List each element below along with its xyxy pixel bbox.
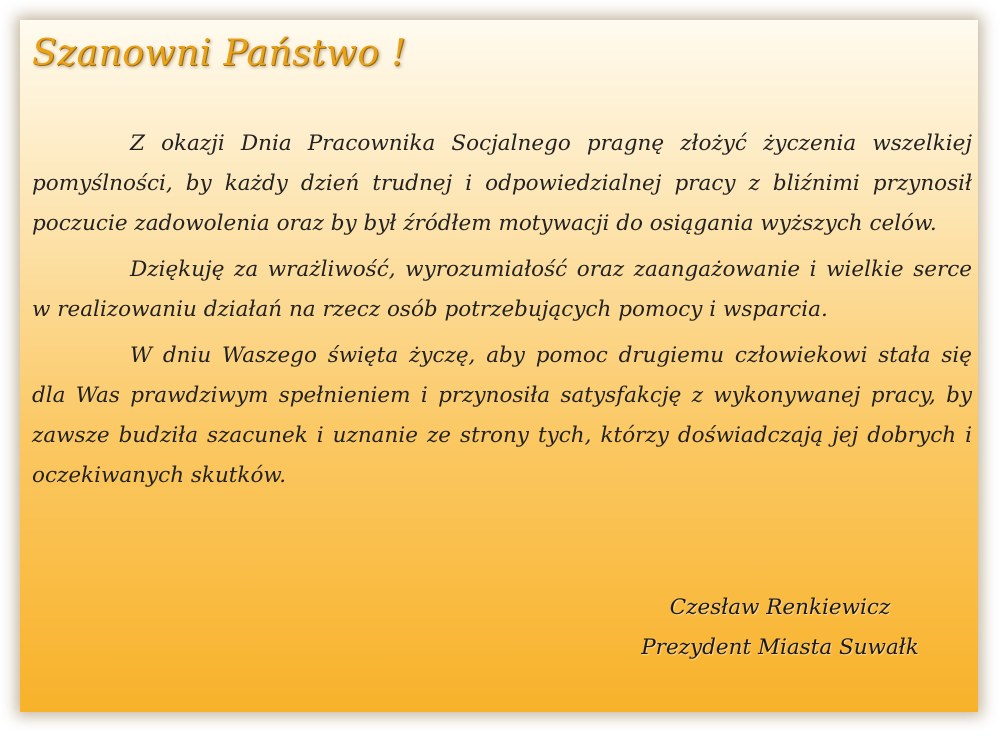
signature-position: Prezydent Miasta Suwałk <box>641 635 919 660</box>
letter-body <box>32 124 972 502</box>
paragraph-2: Dziękuję za wrażliwość, wyrozumiałość oraz zaangażowanie i wielkie serce w realizowaniu działań na rzecz osób potrzebujących pomocy i wsparcia. <box>32 257 972 322</box>
paragraph-1: Z okazji Dnia Pracownika Socjalnego pragnę złożyć życzenia wszelkiej pomyślności, by każdy dzień trudnej i odpowiedzialnej pracy z bliźnimi przynosił poczucie zadowolenia oraz by był źródłem motywacji do osiągania wyższych celów. <box>32 131 972 236</box>
signature-block <box>580 588 980 668</box>
paragraph-3: W dniu Waszego święta życzę, aby pomoc drugiemu człowiekowi stała się dla Was prawdziwym spełnieniem i przynosiła satysfakcję z wykonywanej pracy, by zawsze budziła szacunek i uznanie ze strony tych, którzy doświadczają jej dobrych i oczekiwanych skutków. <box>32 343 972 488</box>
signature-name: Czesław Renkiewicz <box>669 595 891 620</box>
letter-title: Szanowni Państwo ! <box>32 33 407 74</box>
letter-card <box>20 20 978 712</box>
